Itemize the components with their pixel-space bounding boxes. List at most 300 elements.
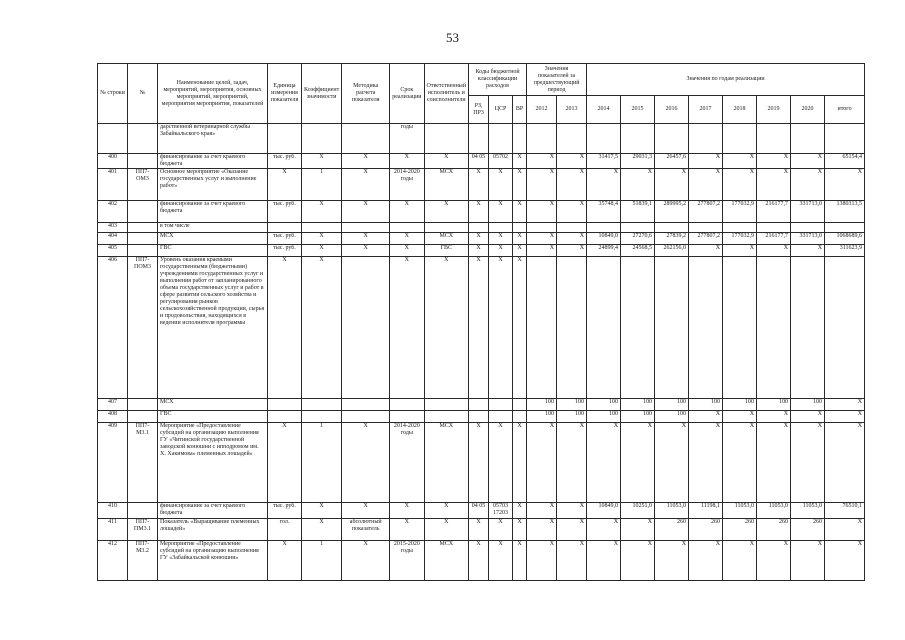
cell-name: Уровень оказания краевыми государственными (бюджетными) учреждениями государственных услуг и выполнения работ от запланированного объема государственных услуг и работ в сфере развития сельского хозяйства и регулирования рынков сельскохозяйственной продукции, сырья и продовольствия, находящихся в ведении исполнителя программы <box>158 257 268 399</box>
table-row <box>98 233 865 245</box>
cell-unit: X <box>268 423 302 503</box>
cell-value: 65154,4 <box>825 154 865 169</box>
page-number: 53 <box>446 30 459 45</box>
cell-vr <box>513 411 527 423</box>
cell-n: 411 <box>98 519 128 541</box>
cell-value: X <box>757 423 791 503</box>
cell-value: 177032,9 <box>723 201 757 223</box>
cell-coef <box>302 399 342 411</box>
cell-method <box>342 257 390 399</box>
cell-value: 100 <box>723 399 757 411</box>
cell-value <box>689 223 723 233</box>
cell-name: Основное мероприятие «Оказание государственных услуг и выполнение работ» <box>158 169 268 201</box>
cell-value <box>527 223 557 233</box>
cell-value: 29031,3 <box>621 154 655 169</box>
cell-value: 177032,9 <box>723 233 757 245</box>
cell-term: X <box>390 154 424 169</box>
cell-name: Мероприятие «Предоставление субсидий на организацию выполнения ГУ «Читинской государственной заводской конюшни с ипподромом им. Х. Хакимова» племенных лошадей» <box>158 423 268 503</box>
cell-vr: X <box>513 503 527 519</box>
table-row <box>98 201 865 223</box>
cell-n: 405 <box>98 245 128 257</box>
cell-value: X <box>825 169 865 201</box>
cell-value: X <box>621 541 655 581</box>
cell-method <box>342 223 390 233</box>
cell-value: X <box>825 423 865 503</box>
cell-value: 100 <box>655 411 689 423</box>
cell-value: X <box>587 169 621 201</box>
cell-value: X <box>557 245 587 257</box>
cell-value <box>587 124 621 154</box>
cell-value: X <box>527 169 557 201</box>
cell-n: 409 <box>98 423 128 503</box>
cell-resp: МСХ <box>424 423 469 503</box>
cell-method: X <box>342 169 390 201</box>
cell-no <box>128 154 158 169</box>
cell-csr: 05703 17203 <box>489 503 513 519</box>
cell-value <box>791 257 825 399</box>
cell-coef: X <box>302 201 342 223</box>
header-year: 2017 <box>689 96 723 124</box>
cell-value <box>557 124 587 154</box>
cell-value <box>527 124 557 154</box>
cell-coef: X <box>302 154 342 169</box>
cell-coef <box>302 411 342 423</box>
cell-method: абсолютный показатель <box>342 519 390 541</box>
cell-value: X <box>557 503 587 519</box>
header-no: № <box>128 64 158 124</box>
cell-term: годы <box>390 124 424 154</box>
cell-value: 260 <box>689 519 723 541</box>
cell-value: X <box>757 411 791 423</box>
cell-term: 2014-2020 годы <box>390 423 424 503</box>
cell-value: 100 <box>557 411 587 423</box>
cell-method: X <box>342 541 390 581</box>
header-year: 2012 <box>527 96 557 124</box>
header-year: 2016 <box>655 96 689 124</box>
cell-value: X <box>655 169 689 201</box>
cell-value <box>527 257 557 399</box>
cell-rz: X <box>469 423 489 503</box>
cell-csr: X <box>489 201 513 223</box>
cell-resp: X <box>424 519 469 541</box>
cell-coef: X <box>302 519 342 541</box>
cell-rz: X <box>469 169 489 201</box>
cell-value: X <box>689 411 723 423</box>
cell-value: X <box>557 423 587 503</box>
cell-value: X <box>557 154 587 169</box>
cell-value: 10849,0 <box>587 503 621 519</box>
cell-value: X <box>527 245 557 257</box>
cell-unit <box>268 124 302 154</box>
cell-value: X <box>587 423 621 503</box>
cell-term <box>390 411 424 423</box>
cell-resp: X <box>424 154 469 169</box>
cell-value: X <box>825 399 865 411</box>
cell-n: 403 <box>98 223 128 233</box>
cell-coef <box>302 124 342 154</box>
table-row <box>98 411 865 423</box>
cell-method <box>342 124 390 154</box>
table-row <box>98 519 865 541</box>
cell-rz <box>469 411 489 423</box>
cell-value: 11053,0 <box>757 503 791 519</box>
cell-value: X <box>557 519 587 541</box>
cell-term: 2014-2020 годы <box>390 169 424 201</box>
cell-method <box>342 399 390 411</box>
cell-value: 100 <box>655 399 689 411</box>
header-values: Значения по годам реализации <box>587 64 865 96</box>
cell-name: финансирование за счет краевого бюджета <box>158 201 268 223</box>
cell-value: 100 <box>757 399 791 411</box>
cell-value <box>557 257 587 399</box>
cell-value <box>825 257 865 399</box>
cell-value: 27270,6 <box>621 233 655 245</box>
cell-vr <box>513 399 527 411</box>
cell-value: 11053,0 <box>791 503 825 519</box>
cell-value: X <box>527 503 557 519</box>
cell-value: X <box>655 423 689 503</box>
cell-vr: X <box>513 201 527 223</box>
cell-value: X <box>791 411 825 423</box>
header-coef: Коэффициент значимости <box>302 64 342 124</box>
cell-value: X <box>791 169 825 201</box>
cell-n: 402 <box>98 201 128 223</box>
cell-vr: X <box>513 257 527 399</box>
cell-unit: тыс. руб. <box>268 503 302 519</box>
cell-value: X <box>557 201 587 223</box>
cell-no <box>128 124 158 154</box>
cell-unit: тыс. руб. <box>268 154 302 169</box>
cell-value: 100 <box>587 411 621 423</box>
cell-no <box>128 503 158 519</box>
cell-method: X <box>342 201 390 223</box>
cell-value: X <box>757 245 791 257</box>
cell-unit: X <box>268 169 302 201</box>
cell-value: X <box>723 245 757 257</box>
cell-value: X <box>527 154 557 169</box>
cell-no <box>128 245 158 257</box>
cell-resp: МСХ <box>424 541 469 581</box>
cell-value: X <box>655 541 689 581</box>
cell-rz: 04 05 <box>469 154 489 169</box>
cell-term: X <box>390 233 424 245</box>
cell-resp: МСХ <box>424 169 469 201</box>
header-year: 2020 <box>791 96 825 124</box>
cell-name: в том числе <box>158 223 268 233</box>
cell-coef: X <box>302 233 342 245</box>
cell-term: X <box>390 519 424 541</box>
header-year: 2019 <box>757 96 791 124</box>
cell-unit: тыс. руб. <box>268 201 302 223</box>
cell-term: X <box>390 257 424 399</box>
cell-no <box>128 233 158 245</box>
cell-resp: X <box>424 257 469 399</box>
cell-value: 277807,2 <box>689 233 723 245</box>
cell-value: 11053,0 <box>655 503 689 519</box>
cell-term <box>390 399 424 411</box>
cell-csr: X <box>489 257 513 399</box>
program-table <box>97 63 865 581</box>
cell-value: X <box>587 541 621 581</box>
cell-value <box>689 124 723 154</box>
header-term: Срок реализации <box>390 64 424 124</box>
cell-method: X <box>342 503 390 519</box>
cell-value: 1380313,5 <box>825 201 865 223</box>
cell-n: 408 <box>98 411 128 423</box>
cell-csr: X <box>489 169 513 201</box>
cell-csr <box>489 399 513 411</box>
cell-resp: X <box>424 503 469 519</box>
cell-coef: X <box>302 245 342 257</box>
cell-rz: X <box>469 233 489 245</box>
cell-n: 401 <box>98 169 128 201</box>
cell-csr: 05702 <box>489 154 513 169</box>
cell-method: X <box>342 423 390 503</box>
cell-n <box>98 124 128 154</box>
header-codes: Коды бюджетной классификации расходов <box>469 64 527 96</box>
cell-value: X <box>689 154 723 169</box>
cell-name: МСХ <box>158 233 268 245</box>
header-row-no: № строки <box>98 64 128 124</box>
cell-value <box>757 223 791 233</box>
cell-vr: X <box>513 245 527 257</box>
cell-value: X <box>621 519 655 541</box>
cell-value: 100 <box>527 411 557 423</box>
cell-rz: 04 05 <box>469 503 489 519</box>
cell-value <box>587 257 621 399</box>
cell-csr: X <box>489 423 513 503</box>
cell-n: 404 <box>98 233 128 245</box>
cell-value <box>791 223 825 233</box>
table-row <box>98 245 865 257</box>
cell-no: ПП7-ПОМ3 <box>128 257 158 399</box>
cell-csr <box>489 411 513 423</box>
cell-vr: X <box>513 154 527 169</box>
cell-coef <box>302 223 342 233</box>
header-year: 2014 <box>587 96 621 124</box>
cell-csr <box>489 124 513 154</box>
cell-value: X <box>791 154 825 169</box>
cell-value: X <box>689 169 723 201</box>
cell-name: финансирование за счет краевого бюджета <box>158 154 268 169</box>
cell-value <box>621 223 655 233</box>
cell-value: X <box>757 541 791 581</box>
cell-value: 216177,7 <box>757 233 791 245</box>
cell-value <box>791 124 825 154</box>
cell-value: 76510,1 <box>825 503 865 519</box>
cell-vr: X <box>513 233 527 245</box>
header-year: 2018 <box>723 96 757 124</box>
header-total: итого <box>825 96 865 124</box>
table-row <box>98 154 865 169</box>
cell-value: 100 <box>689 399 723 411</box>
cell-n: 407 <box>98 399 128 411</box>
cell-value: X <box>689 541 723 581</box>
cell-coef: 1 <box>302 423 342 503</box>
cell-value: 100 <box>557 399 587 411</box>
cell-unit: тыс. руб. <box>268 245 302 257</box>
cell-rz: X <box>469 541 489 581</box>
cell-method: X <box>342 154 390 169</box>
cell-value: 260 <box>791 519 825 541</box>
cell-value <box>723 223 757 233</box>
cell-value: X <box>621 423 655 503</box>
cell-value: 289995,2 <box>655 201 689 223</box>
cell-value: 260 <box>723 519 757 541</box>
cell-value: 35748,4 <box>587 201 621 223</box>
cell-term: X <box>390 245 424 257</box>
cell-value: X <box>557 541 587 581</box>
cell-unit: X <box>268 541 302 581</box>
cell-n: 406 <box>98 257 128 399</box>
cell-value: X <box>689 423 723 503</box>
cell-value: 51839,1 <box>621 201 655 223</box>
cell-vr: X <box>513 423 527 503</box>
cell-no <box>128 399 158 411</box>
table-body <box>98 124 865 581</box>
cell-value: 24899,4 <box>587 245 621 257</box>
cell-value: X <box>723 169 757 201</box>
cell-value: X <box>791 541 825 581</box>
cell-value: 24568,5 <box>621 245 655 257</box>
cell-value: X <box>587 519 621 541</box>
cell-value: X <box>723 154 757 169</box>
cell-resp: МСХ <box>424 233 469 245</box>
cell-no: ПП7-ОМ3 <box>128 169 158 201</box>
cell-csr: X <box>489 245 513 257</box>
cell-vr: X <box>513 541 527 581</box>
cell-value: X <box>557 169 587 201</box>
cell-name: финансирование за счет краевого бюджета <box>158 503 268 519</box>
cell-value: 100 <box>527 399 557 411</box>
cell-value: 100 <box>587 399 621 411</box>
cell-rz: X <box>469 257 489 399</box>
cell-value: 260 <box>655 519 689 541</box>
header-name: Наименование целей, задач, мероприятий, мероприятия, основных мероприятий, мероприятий, мероприятия мероприятия, показателей <box>158 64 268 124</box>
cell-value: 331713,0 <box>791 201 825 223</box>
cell-value: X <box>689 245 723 257</box>
cell-value <box>655 124 689 154</box>
header-year: 2013 <box>557 96 587 124</box>
cell-value: 277807,2 <box>689 201 723 223</box>
cell-name: Мероприятие «Предоставление субсидий на организацию выполнения ГУ «Забайкальской конюшни» <box>158 541 268 581</box>
cell-coef: X <box>302 503 342 519</box>
cell-unit: тыс. руб. <box>268 233 302 245</box>
cell-rz <box>469 124 489 154</box>
cell-unit <box>268 411 302 423</box>
cell-name: ГВС <box>158 245 268 257</box>
cell-rz: X <box>469 245 489 257</box>
cell-rz: X <box>469 201 489 223</box>
header-responsible: Ответственный исполнитель и соисполнители <box>424 64 469 124</box>
cell-value: X <box>557 233 587 245</box>
cell-value: X <box>527 423 557 503</box>
cell-no: ПП7-М3.1 <box>128 423 158 503</box>
header-rz: РЗ, ПР3 <box>469 96 489 124</box>
cell-no <box>128 201 158 223</box>
cell-value: 216177,7 <box>757 201 791 223</box>
cell-resp <box>424 399 469 411</box>
cell-unit <box>268 223 302 233</box>
cell-resp: X <box>424 201 469 223</box>
cell-vr <box>513 124 527 154</box>
cell-value: X <box>825 519 865 541</box>
cell-name: дарственной ветеринарной службы Забайкальского края» <box>158 124 268 154</box>
table-row <box>98 223 865 233</box>
cell-vr: X <box>513 169 527 201</box>
cell-value <box>655 223 689 233</box>
cell-value <box>825 223 865 233</box>
cell-value: X <box>757 154 791 169</box>
cell-value: 100 <box>791 399 825 411</box>
cell-value: 31417,5 <box>587 154 621 169</box>
cell-value: X <box>723 423 757 503</box>
table-row <box>98 423 865 503</box>
cell-value <box>757 124 791 154</box>
cell-no <box>128 411 158 423</box>
cell-value: X <box>527 541 557 581</box>
cell-value <box>825 124 865 154</box>
cell-value: X <box>527 233 557 245</box>
cell-term <box>390 223 424 233</box>
header-year: 2015 <box>621 96 655 124</box>
cell-no <box>128 223 158 233</box>
table-row <box>98 541 865 581</box>
cell-value: X <box>527 519 557 541</box>
cell-unit <box>268 399 302 411</box>
cell-csr: X <box>489 233 513 245</box>
cell-rz <box>469 223 489 233</box>
cell-csr: X <box>489 541 513 581</box>
cell-value: 100 <box>621 399 655 411</box>
table-row <box>98 399 865 411</box>
cell-value <box>723 257 757 399</box>
cell-value: X <box>825 541 865 581</box>
cell-value: 331713,0 <box>791 233 825 245</box>
cell-value: X <box>825 411 865 423</box>
header-method: Методика расчета показателя <box>342 64 390 124</box>
cell-value <box>655 257 689 399</box>
table-row <box>98 257 865 399</box>
cell-coef: 1 <box>302 169 342 201</box>
cell-unit: X <box>268 257 302 399</box>
cell-n: 410 <box>98 503 128 519</box>
cell-method: X <box>342 245 390 257</box>
cell-value: X <box>757 169 791 201</box>
cell-resp <box>424 411 469 423</box>
cell-vr <box>513 223 527 233</box>
table-row <box>98 503 865 519</box>
cell-value: X <box>723 411 757 423</box>
cell-resp <box>424 223 469 233</box>
cell-value: X <box>527 201 557 223</box>
cell-method: X <box>342 233 390 245</box>
cell-name: Показатель «Выращивание племенных лошадей» <box>158 519 268 541</box>
cell-value <box>723 124 757 154</box>
cell-value: 11198,1 <box>689 503 723 519</box>
table-row <box>98 124 865 154</box>
cell-csr <box>489 223 513 233</box>
cell-n: 400 <box>98 154 128 169</box>
cell-vr: X <box>513 519 527 541</box>
cell-value: 10251,0 <box>621 503 655 519</box>
cell-value: 26457,6 <box>655 154 689 169</box>
cell-value: 1068689,6 <box>825 233 865 245</box>
cell-value <box>757 257 791 399</box>
cell-value: 100 <box>621 411 655 423</box>
cell-rz: X <box>469 519 489 541</box>
cell-term: X <box>390 201 424 223</box>
